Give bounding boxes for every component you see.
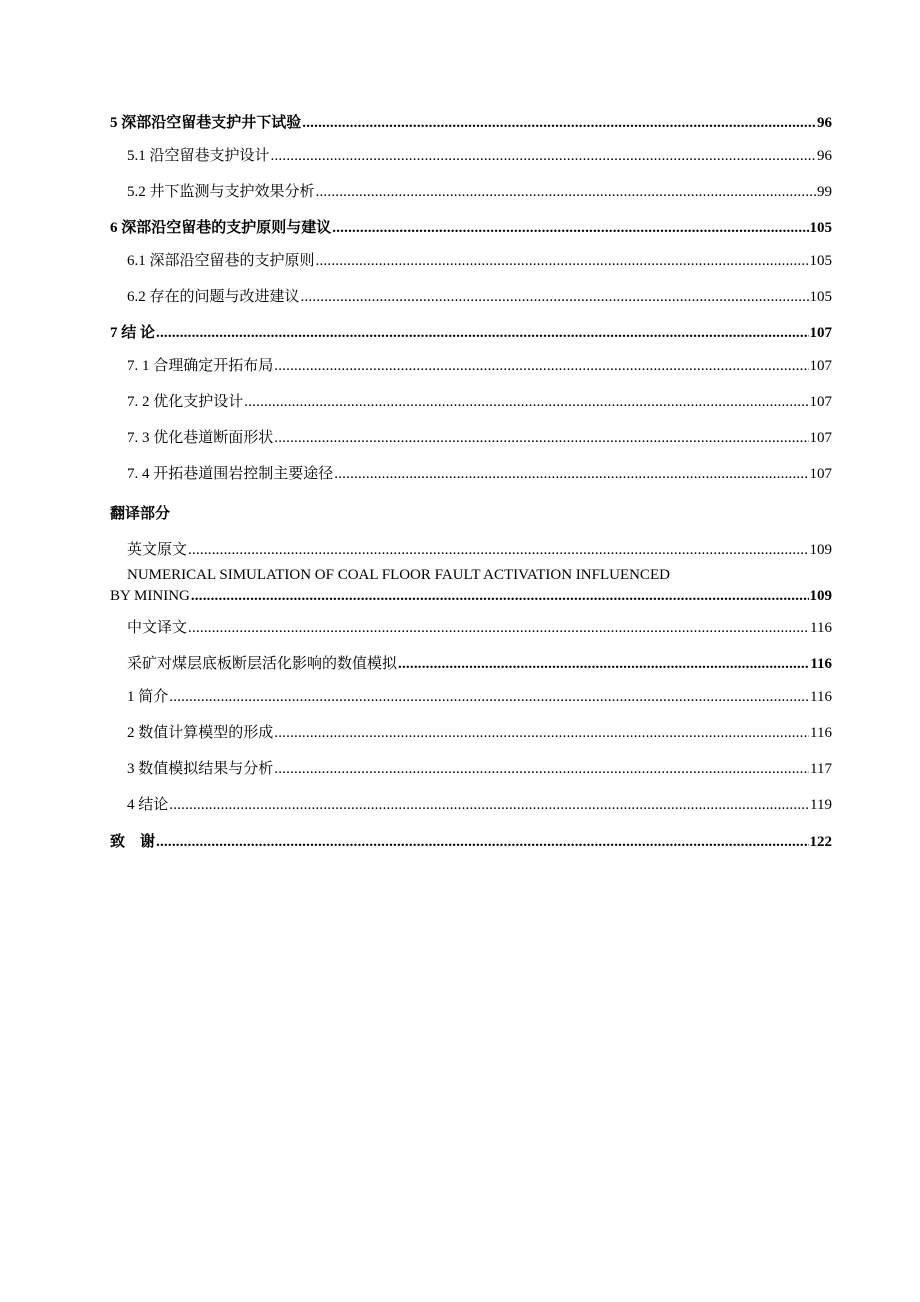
toc-entry-page: 107 [809, 466, 832, 482]
toc-entry-7-4[interactable] [110, 464, 832, 484]
toc-leader-dots [188, 540, 808, 560]
toc-entry-label-line1: NUMERICAL SIMULATION OF COAL FLOOR FAULT ACTIVATION INFLUENCED [127, 567, 670, 583]
toc-entry-label: 3 数值模拟结果与分析 [127, 761, 274, 777]
toc-entry-5-2[interactable] [110, 182, 832, 202]
toc-leader-dots [274, 723, 809, 743]
toc-entry-page: 119 [810, 797, 832, 813]
toc-leader-dots [244, 392, 808, 412]
toc-entry-label: 7. 1 合理确定开拓布局 [127, 358, 274, 374]
toc-entry-trans-1[interactable] [110, 687, 832, 707]
toc-leader-dots [274, 759, 809, 779]
toc-leader-dots [316, 251, 809, 271]
toc-entry-7-3[interactable] [110, 428, 832, 448]
toc-entry-label: 7 结 论 [110, 325, 156, 341]
toc-leader-dots [156, 323, 808, 343]
toc-entry-label: 7. 2 优化支护设计 [127, 394, 244, 410]
toc-leader-dots [156, 832, 808, 852]
toc-entry-chapter-7[interactable] [110, 323, 832, 343]
toc-entry-page: 105 [809, 220, 832, 236]
toc-entry-page: 105 [809, 253, 832, 269]
toc-entry-label: 5.1 沿空留巷支护设计 [127, 148, 270, 164]
toc-leader-dots [274, 356, 808, 376]
toc-entry-page: 109 [809, 588, 832, 604]
toc-entry-page: 99 [817, 184, 832, 200]
toc-leader-dots [274, 428, 808, 448]
toc-entry-5-1[interactable] [110, 146, 832, 166]
toc-entry-7-2[interactable] [110, 392, 832, 412]
toc-entry-page: 116 [810, 656, 832, 672]
toc-entry-page: 107 [809, 430, 832, 446]
toc-entry-page: 116 [810, 620, 832, 636]
toc-entry-page: 105 [809, 289, 832, 305]
toc-entry-label-line2: BY MINING [110, 588, 190, 604]
toc-entry-page: 96 [817, 148, 832, 164]
toc-entry-label: 英文原文 [127, 542, 188, 558]
toc-entry-6-1[interactable] [110, 251, 832, 271]
toc-entry-chapter-5[interactable] [110, 113, 832, 133]
toc-entry-label: 1 简介 [127, 689, 169, 705]
toc-entry-label: 致 谢 [110, 834, 156, 850]
toc-entry-label: 5.2 井下监测与支护效果分析 [127, 184, 315, 200]
toc-entry-trans-3[interactable] [110, 759, 832, 779]
toc-entry-trans-4[interactable] [110, 795, 832, 815]
toc-entry-english-original[interactable] [110, 540, 832, 560]
toc-entry-page: 107 [809, 325, 832, 341]
toc-entry-page: 122 [809, 834, 832, 850]
toc-entry-7-1[interactable] [110, 356, 832, 376]
toc-entry-label: 7. 4 开拓巷道围岩控制主要途径 [127, 466, 334, 482]
toc-entry-chinese-title[interactable] [110, 654, 832, 674]
toc-entry-label: 4 结论 [127, 797, 169, 813]
toc-leader-dots [169, 687, 809, 707]
toc-entry-acknowledgement[interactable] [110, 832, 832, 852]
toc-leader-dots [169, 795, 809, 815]
toc-leader-dots [188, 618, 809, 638]
toc-entry-label: 2 数值计算模型的形成 [127, 725, 274, 741]
toc-entry-label: 7. 3 优化巷道断面形状 [127, 430, 274, 446]
toc-entry-label: 采矿对煤层底板断层活化影响的数值模拟 [127, 656, 398, 672]
toc-entry-page: 96 [817, 115, 832, 131]
toc-entry-label: 6.2 存在的问题与改进建议 [127, 289, 300, 305]
toc-entry-6-2[interactable] [110, 287, 832, 307]
toc-entry-line2 [110, 586, 832, 606]
toc-entry-page: 107 [809, 394, 832, 410]
toc-leader-dots [302, 113, 816, 133]
toc-leader-dots [301, 287, 809, 307]
toc-entry-trans-2[interactable] [110, 723, 832, 743]
toc-leader-dots [316, 182, 816, 202]
toc-entry-page: 116 [810, 689, 832, 705]
toc-entry-label: 中文译文 [127, 620, 188, 636]
toc-entry-page: 116 [810, 725, 832, 741]
table-of-contents [110, 108, 832, 852]
toc-entry-page: 107 [809, 358, 832, 374]
toc-entry-label: 6 深部沿空留巷的支护原则与建议 [110, 220, 332, 236]
toc-entry-chapter-6[interactable] [110, 218, 832, 238]
toc-leader-dots [191, 586, 809, 606]
toc-leader-dots [271, 146, 816, 166]
toc-leader-dots [332, 218, 808, 238]
toc-entry-chinese-translation[interactable] [110, 618, 832, 638]
toc-heading-translation: 翻译部分 [110, 506, 171, 522]
toc-entry-page: 109 [809, 542, 832, 558]
toc-leader-dots [334, 464, 808, 484]
toc-entry-english-title[interactable] [110, 565, 832, 606]
toc-entry-page: 117 [810, 761, 832, 777]
toc-entry-label: 5 深部沿空留巷支护井下试验 [110, 115, 302, 131]
toc-entry-label: 6.1 深部沿空留巷的支护原则 [127, 253, 315, 269]
toc-leader-dots [398, 654, 809, 674]
